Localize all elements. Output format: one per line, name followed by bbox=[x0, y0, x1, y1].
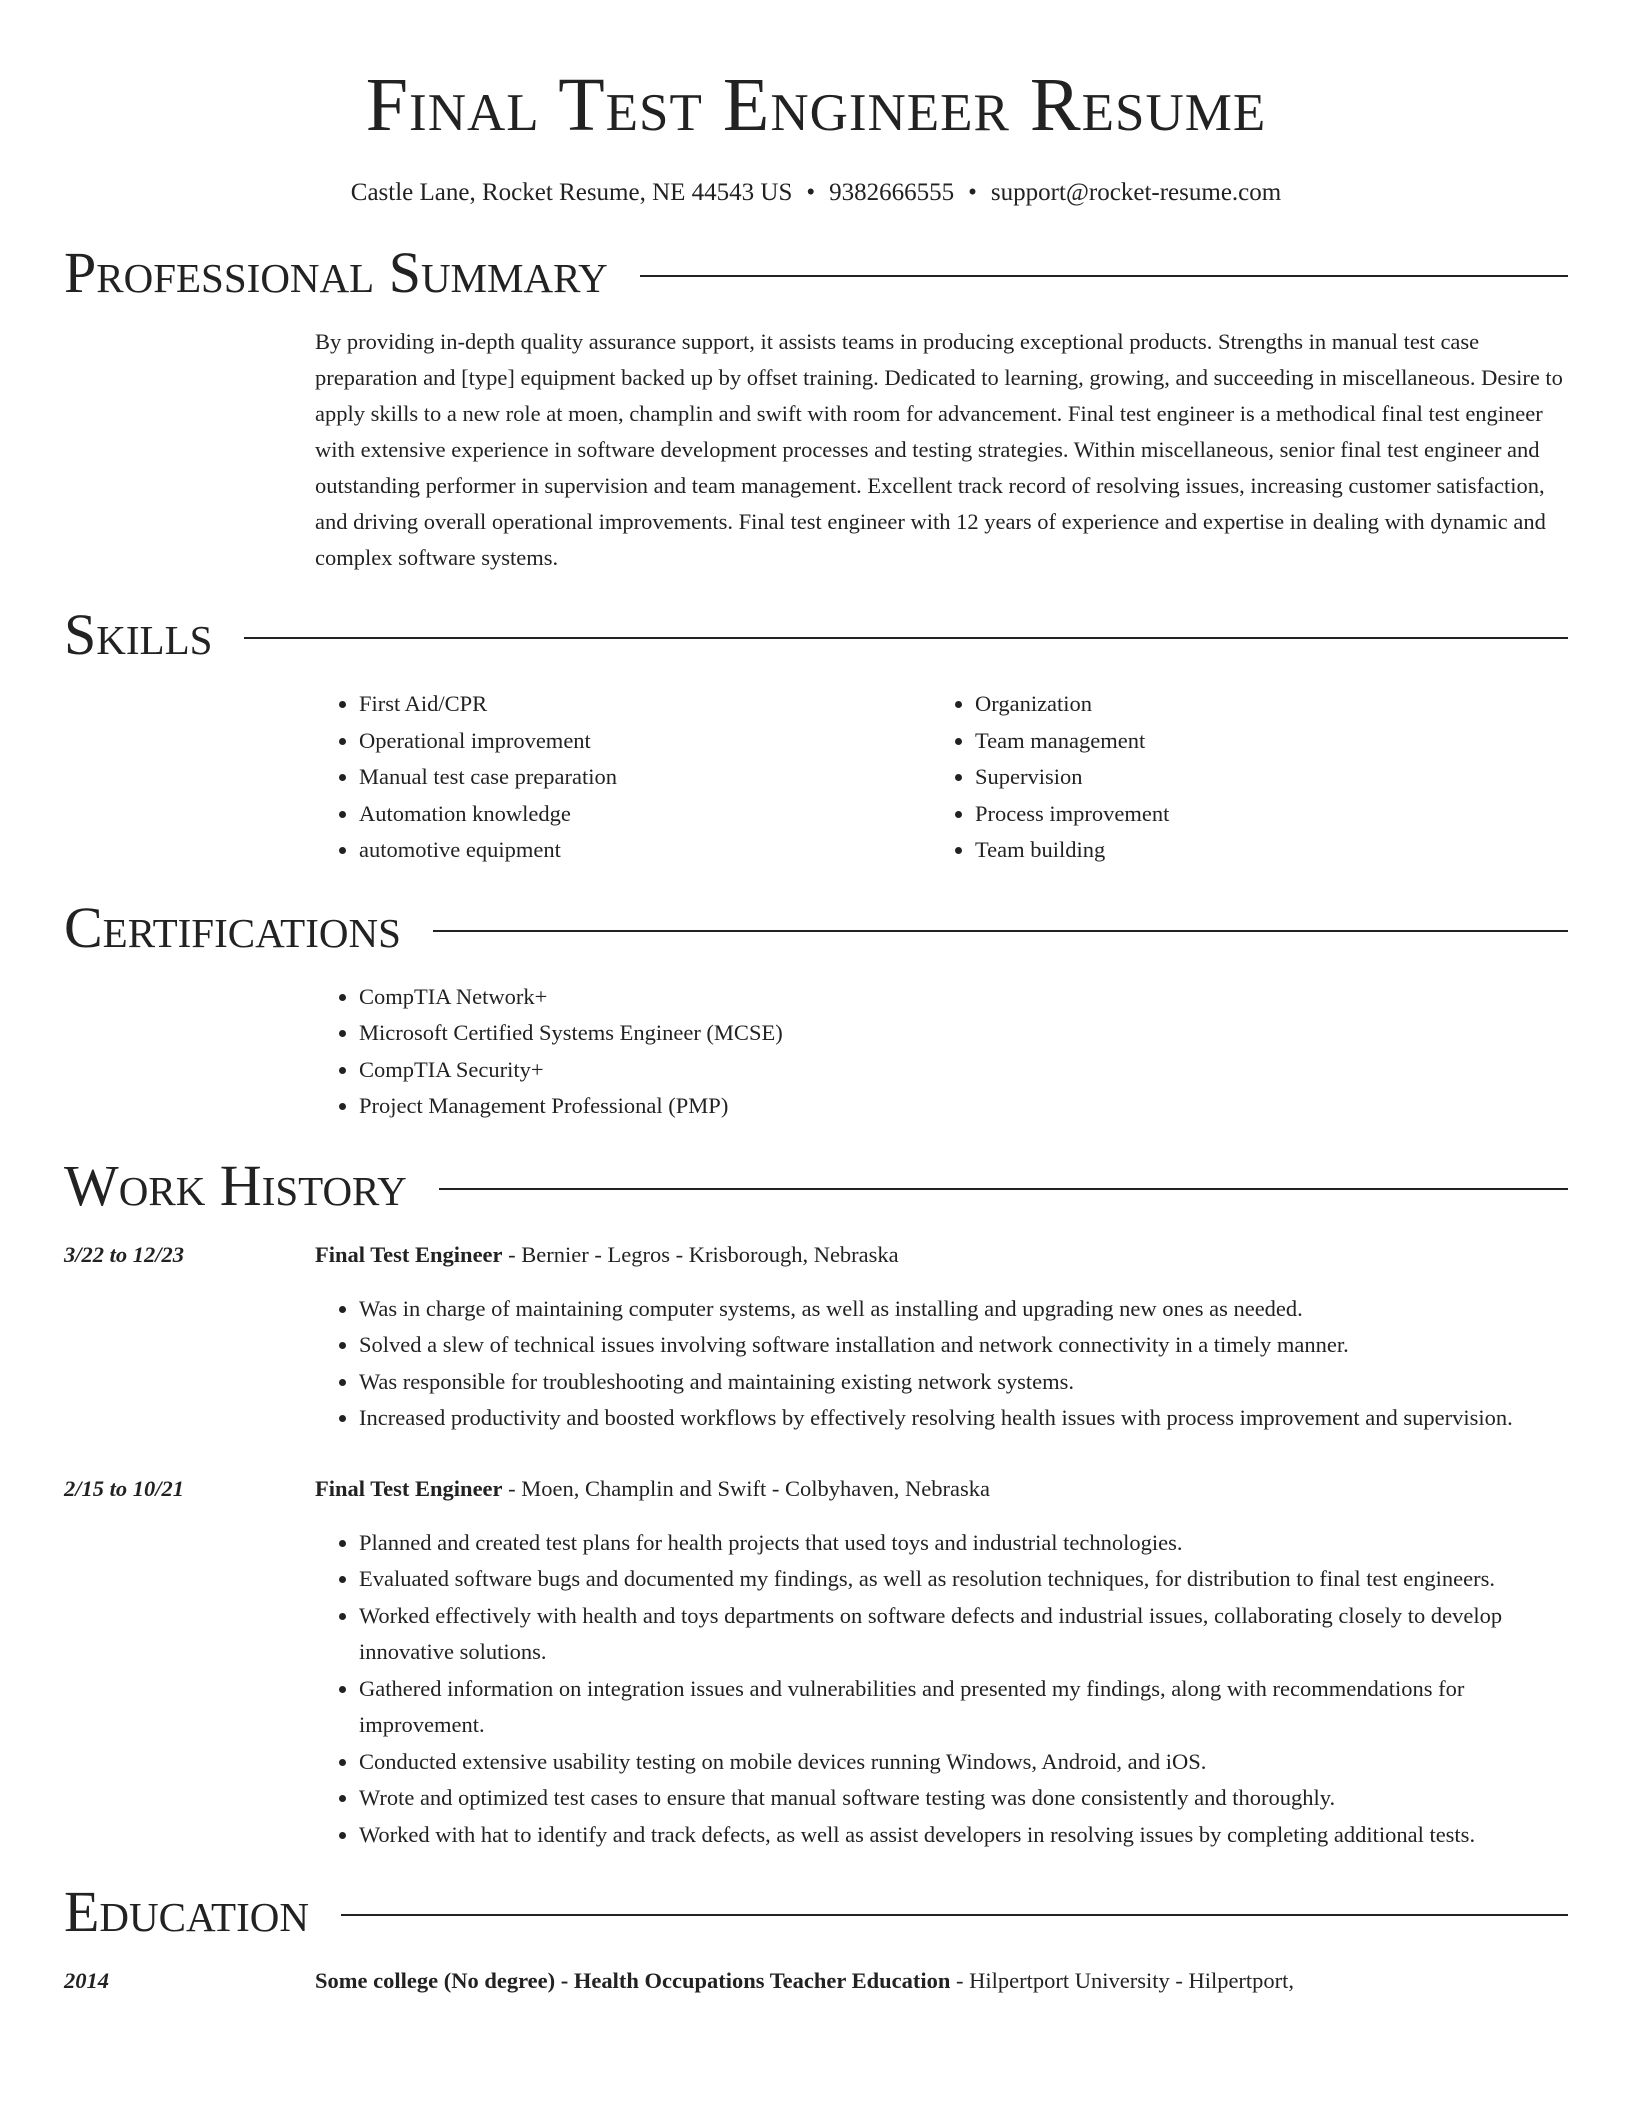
list-item: • Operational improvement bbox=[359, 723, 931, 760]
section-header-education bbox=[64, 1879, 1568, 1945]
section-title: Professional Summary bbox=[64, 240, 608, 305]
list-item: • Planned and created test plans for health projects that used toys and industrial technologies. bbox=[359, 1525, 1567, 1562]
email: support@rocket-resume.com bbox=[990, 179, 1282, 206]
section-header-summary bbox=[64, 240, 1568, 306]
list-item: • Conducted extensive usability testing on mobile devices running Windows, Android, and iOS. bbox=[359, 1744, 1567, 1781]
list-item: • Solved a slew of technical issues involving software installation and network connectivity in a timely manner. bbox=[359, 1327, 1567, 1364]
section-title: Education bbox=[64, 1879, 309, 1944]
list-item: • Worked with hat to identify and track defects, as well as assist developers in resolving issues by completing additional tests. bbox=[359, 1817, 1567, 1854]
list-item: • automotive equipment bbox=[359, 832, 931, 869]
section-title: Work History bbox=[64, 1152, 407, 1218]
section-divider bbox=[433, 930, 1568, 932]
list-item: • Wrote and optimized test cases to ensure that manual software testing was done consistently and thoroughly. bbox=[359, 1780, 1567, 1817]
separator: • bbox=[968, 179, 977, 206]
education-heading bbox=[315, 1963, 1567, 1999]
resume-title: Final Test Engineer Resume bbox=[365, 63, 1267, 147]
education-school: - Hilpertport University - Hilpertport, bbox=[950, 1968, 1295, 1993]
job-title: Final Test Engineer bbox=[315, 1241, 503, 1267]
section-header-skills bbox=[64, 602, 1568, 668]
list-item: • Was responsible for troubleshooting and maintaining existing network systems. bbox=[359, 1364, 1567, 1401]
list-item: • Increased productivity and boosted workflows by effectively resolving health issues with process improvement and supervision. bbox=[359, 1400, 1567, 1437]
section-divider bbox=[341, 1914, 1568, 1916]
list-item: • Automation knowledge bbox=[359, 796, 931, 833]
section-divider bbox=[640, 275, 1568, 277]
list-item: • Gathered information on integration issues and vulnerabilities and presented my findings, along with recommendations for improvement. bbox=[359, 1671, 1567, 1744]
education-entry bbox=[64, 1963, 1568, 1999]
job-employer: - Moen, Champlin and Swift - Colbyhaven, Nebraska bbox=[502, 1475, 990, 1501]
resume-page bbox=[64, 0, 1568, 1999]
job-bullets bbox=[315, 1291, 1567, 1437]
job-entry bbox=[64, 1471, 1568, 1854]
education-date: 2014 bbox=[64, 1968, 109, 1993]
section-divider bbox=[244, 637, 1568, 639]
list-item: • CompTIA Security+ bbox=[359, 1052, 1568, 1089]
job-entry bbox=[64, 1237, 1568, 1437]
address: Castle Lane, Rocket Resume, NE 44543 US bbox=[350, 179, 793, 206]
list-item: • Supervision bbox=[975, 759, 1547, 796]
list-item: • Evaluated software bugs and documented my findings, as well as resolution techniques, for distribution to final test engineers. bbox=[359, 1561, 1567, 1598]
list-item: • Microsoft Certified Systems Engineer (MCSE) bbox=[359, 1015, 1568, 1052]
list-item: • Organization bbox=[975, 686, 1547, 723]
skills-column-right bbox=[931, 686, 1547, 869]
list-item: • Process improvement bbox=[975, 796, 1547, 833]
job-heading bbox=[315, 1471, 1567, 1507]
list-item: • CompTIA Network+ bbox=[359, 979, 1568, 1016]
job-date: 3/22 to 12/23 bbox=[64, 1241, 185, 1267]
list-item: • Was in charge of maintaining computer systems, as well as installing and upgrading new ones as needed. bbox=[359, 1291, 1567, 1328]
section-header-work-history bbox=[64, 1153, 1568, 1219]
job-employer: - Bernier - Legros - Krisborough, Nebraska bbox=[502, 1241, 899, 1267]
education-degree: Some college (No degree) - Health Occupations Teacher Education bbox=[315, 1968, 951, 1993]
list-item: • Team building bbox=[975, 832, 1547, 869]
skills-list bbox=[315, 686, 1568, 869]
summary-text: By providing in-depth quality assurance support, it assists teams in producing exceptional products. Strengths in manual test case preparation and [type] equipment backed up by offset training. Dedicated to learning, growing, and succeeding in miscellaneous. Desire to apply skills to a new role at moen, champlin and swift with room for advancement. Final test engineer is a methodical final test engineer with extensive experience in software development processes and testing strategies. Within miscellaneous, senior final test engineer and outstanding performer in supervision and team management. Excellent track record of resolving issues, increasing customer satisfaction, and driving overall operational improvements. Final test engineer with 12 years of experience and expertise in dealing with dynamic and complex software systems. bbox=[315, 329, 1563, 570]
section-title: Certifications bbox=[64, 894, 401, 960]
job-heading bbox=[315, 1237, 1567, 1273]
list-item: • Manual test case preparation bbox=[359, 759, 931, 796]
job-date: 2/15 to 10/21 bbox=[64, 1475, 185, 1501]
list-item: • Team management bbox=[975, 723, 1547, 760]
contact-line bbox=[64, 178, 1568, 208]
certifications-list bbox=[315, 979, 1568, 1125]
list-item: • Worked effectively with health and toys departments on software defects and industrial issues, collaborating closely to develop innovative solutions. bbox=[359, 1598, 1567, 1671]
list-item: • Project Management Professional (PMP) bbox=[359, 1088, 1568, 1125]
section-title: Skills bbox=[64, 602, 213, 667]
job-title: Final Test Engineer bbox=[315, 1475, 503, 1501]
section-divider bbox=[439, 1188, 1568, 1190]
phone: 9382666555 bbox=[829, 179, 955, 206]
separator: • bbox=[806, 179, 816, 206]
job-bullets bbox=[315, 1525, 1567, 1854]
skills-column-left bbox=[315, 686, 931, 869]
list-item: • First Aid/CPR bbox=[359, 686, 931, 723]
section-header-certifications bbox=[64, 895, 1568, 961]
